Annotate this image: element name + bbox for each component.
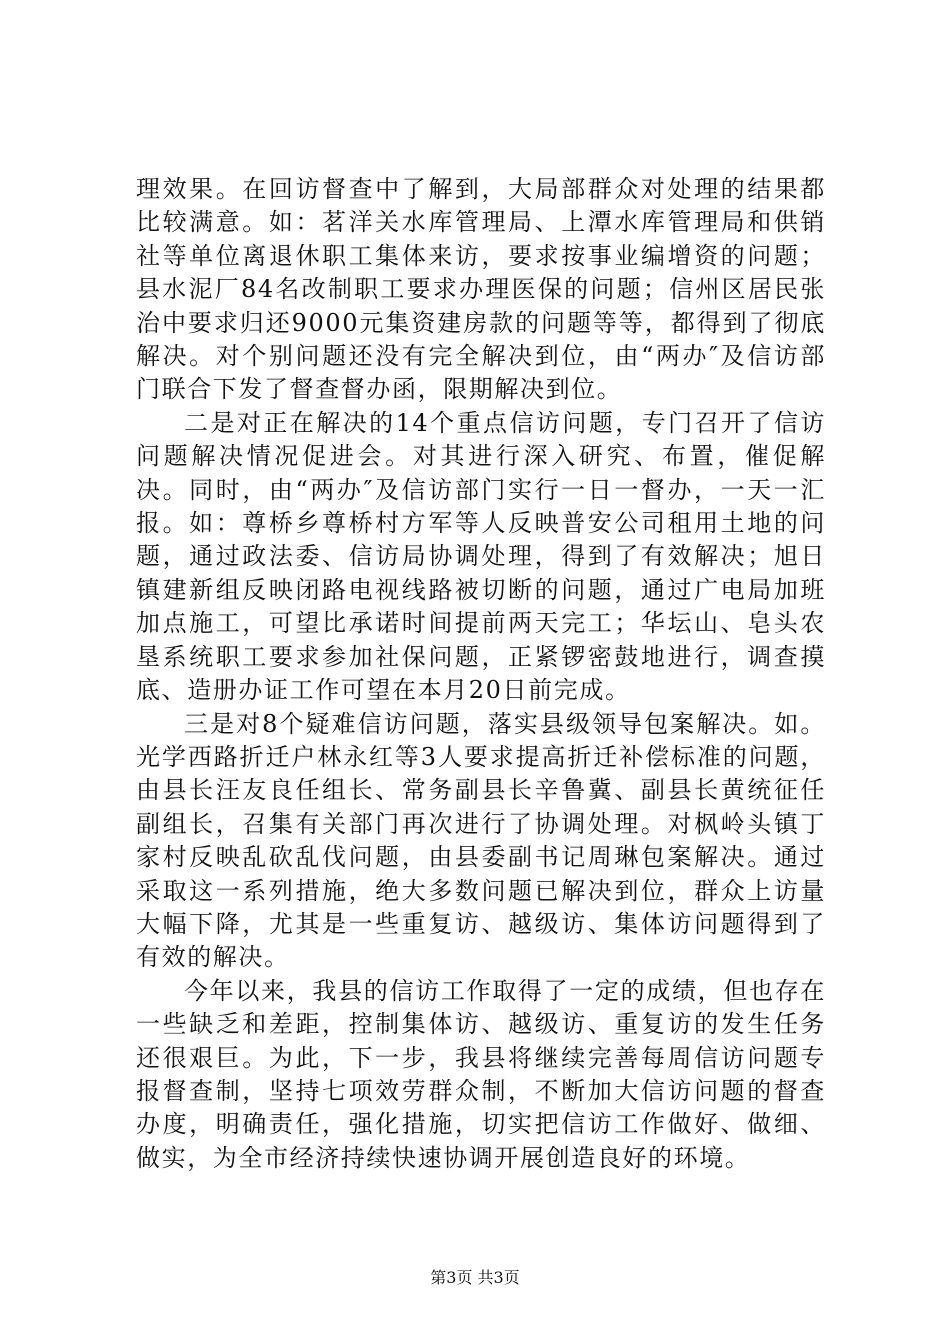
page-number-footer: 第3页 共3页 (430, 1268, 520, 1287)
paragraph-point-two: 二是对正在解决的14个重点信访问题，专门召开了信访问题解决情况促进会。对其进行深入研究、布置，催促解决。同时，由“两办″及信访部门实行一日一督办，一天一汇报。如：尊桥乡尊桥村方军等人反映普安公司租用土地的问题，通过政法委、信访局协调处理，得到了有效解决；旭日镇建新组反映闭路电视线路被切断的问题，通过广电局加班加点施工，可望比承诺时间提前两天完工；华坛山、皂头农垦系统职工要求参加社保问题，正紧锣密鼓地进行，调查摸底、造册办证工作可望在本月20日前完成。 (136, 408, 826, 705)
paragraph-continuation: 理效果。在回访督查中了解到，大局部群众对处理的结果都比较满意。如：茗洋关水库管理局、上潭水库管理局和供销社等单位离退休职工集体来访，要求按事业编增资的问题；县水泥厂84名改制职工要求办理医保的问题；信州区居民张治中要求归还9000元集资建房款的问题等等，都得到了彻底解决。对个别问题还没有完全解决到位，由“两办″及信访部门联合下发了督查督办函，限期解决到位。 (136, 175, 826, 404)
paragraph-conclusion: 今年以来，我县的信访工作取得了一定的成绩，但也存在一些缺乏和差距，控制集体访、越级访、重复访的发生任务还很艰巨。为此，下一步，我县将继续完善每周信访问题专报督查制，坚持七项效劳群众制，不断加大信访问题的督查办度，明确责任，强化措施，切实把信访工作做好、做细、做实，为全市经济持续快速协调开展创造良好的环境。 (136, 976, 826, 1172)
document-body (136, 173, 826, 1175)
paragraph-point-three: 三是对8个疑难信访问题，落实县级领导包案解决。如。光学西路折迁户林永红等3人要求提高折迁补偿标准的问题，由县长汪友良任组长、常务副县长辛鲁冀、副县长黄统征任副组长，召集有关部门再次进行了协调处理。对枫岭头镇丁家村反映乱砍乱伐问题，由县委副书记周琳包案解决。通过采取这一系列措施，绝大多数问题已解决到位，群众上访量大幅下降，尤其是一些重复访、越级访、集体访问题得到了有效的解决。 (136, 709, 826, 972)
